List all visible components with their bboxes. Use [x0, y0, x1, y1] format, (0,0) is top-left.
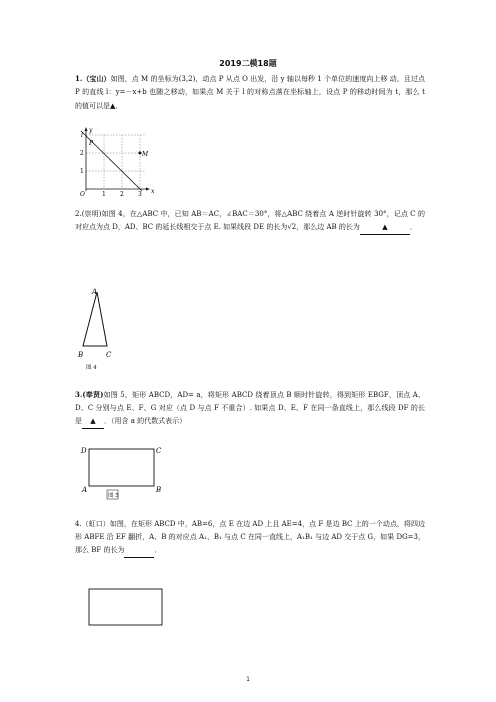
- figure-4-caption: 图 4: [86, 365, 97, 371]
- problem-4: [75, 518, 425, 558]
- problem-2-end: ．: [409, 223, 417, 231]
- problem-2-figure: [80, 286, 130, 371]
- problem-4-figure: [86, 586, 166, 628]
- problem-2-district: (崇明): [81, 210, 102, 218]
- problem-4-district: （虹口）: [81, 520, 110, 528]
- figure-5-caption: 图 5: [108, 493, 119, 499]
- problem-3-district: (奉贤): [82, 390, 104, 399]
- problem-1: [75, 72, 425, 113]
- vertex-c-label: C: [156, 447, 162, 455]
- y-axis-label: y: [89, 127, 93, 134]
- vertex-d-label: D: [81, 447, 87, 455]
- y-tick-2: 2: [80, 150, 84, 157]
- point-m-label: M: [142, 151, 149, 158]
- x-tick-3: 3: [138, 191, 142, 198]
- page-number: 1: [246, 676, 250, 683]
- problem-3-figure: [80, 442, 170, 504]
- problem-3-number: 3.: [75, 390, 83, 399]
- problem-4-number: 4.: [75, 520, 82, 528]
- x-axis-label: x: [151, 188, 155, 195]
- problem-1-text: 如图，点 M 的坐标为(3,2)，动点 P 从点 O 出发，沿 y 轴以每秒 1 个单位的速度向上移 动，且过点 P 的直线 l：y=－x+b 也随之移动，如果点 M 关于 l 的对称点落在坐标轴上，设点 P 的移动时间为 t，那么 t 的值可以是: [75, 75, 426, 110]
- rectangle-abcd: [89, 449, 154, 486]
- problem-2-number: 2.: [75, 210, 82, 218]
- problem-2: [75, 208, 425, 235]
- page-title: 2019二模18题: [219, 59, 277, 68]
- problem-1-answer-marker: ▲: [110, 101, 116, 110]
- problem-4-end: ．: [154, 546, 162, 554]
- problem-4-text: 如图，在矩形 ABCD 中，AB=6，点 E 在边 AD 上且 AE=4，点 F 是边 BC 上的一个动点，将四边形 ABFE 沿 EF 翻折，A、B 的对应点 A₁、B₁ 与点 C 在同一直线上，A₁B₁ 与边 AD 交于点 G，如果 DG=3，那么 BF 的长为: [75, 520, 425, 554]
- y-tick-1: 1: [80, 168, 84, 175]
- vertex-a-label: A: [92, 288, 98, 296]
- problem-1-figure: [80, 125, 160, 197]
- problem-3-text: 如图 5，矩形 ABCD，AD= a，将矩形 ABCD 绕着顶点 B 顺时针旋转，得到矩形 EBGF，顶点 A、D、C 分别与点 E、F、G 对应（点 D 与点 F 不重合）. 如果点 D、E、F 在同一条直线上，那么线段 DF 的长是: [75, 391, 425, 425]
- point-p-label: P: [89, 140, 94, 147]
- problem-3-answer-blank: ▲: [82, 415, 104, 429]
- vertex-c-label: C: [106, 351, 112, 359]
- problem-1-end: ．: [115, 102, 123, 110]
- problem-2-answer-blank: ▲: [360, 221, 410, 235]
- vertex-a-label: A: [82, 486, 88, 494]
- x-tick-1: 1: [102, 191, 106, 198]
- problem-4-answer-blank: [124, 544, 154, 558]
- problem-3: [75, 388, 425, 429]
- line-l-label: l: [81, 132, 83, 139]
- origin-label: O: [80, 191, 85, 198]
- problem-1-number: 1.: [75, 74, 83, 83]
- vertex-b-label: B: [78, 351, 84, 359]
- x-tick-2: 2: [120, 191, 124, 198]
- triangle-abc: [83, 292, 107, 346]
- problem-2-text: 如图 4，在△ABC 中，已知 AB＝AC，∠BAC＝30°，将△ABC 绕着点 A 逆时针旋转 30°，记点 C 的对应点为点 D，AD、BC 的延长线相交于点 E. 如果线段 DE 的长为√2，那么边 AB 的长为: [75, 210, 425, 231]
- problem-1-district: （宝山）: [82, 74, 111, 83]
- rectangle-abcd: [89, 589, 162, 625]
- vertex-b-label: B: [156, 486, 162, 494]
- problem-3-end: ．（用含 a 的代数式表示）: [104, 417, 187, 425]
